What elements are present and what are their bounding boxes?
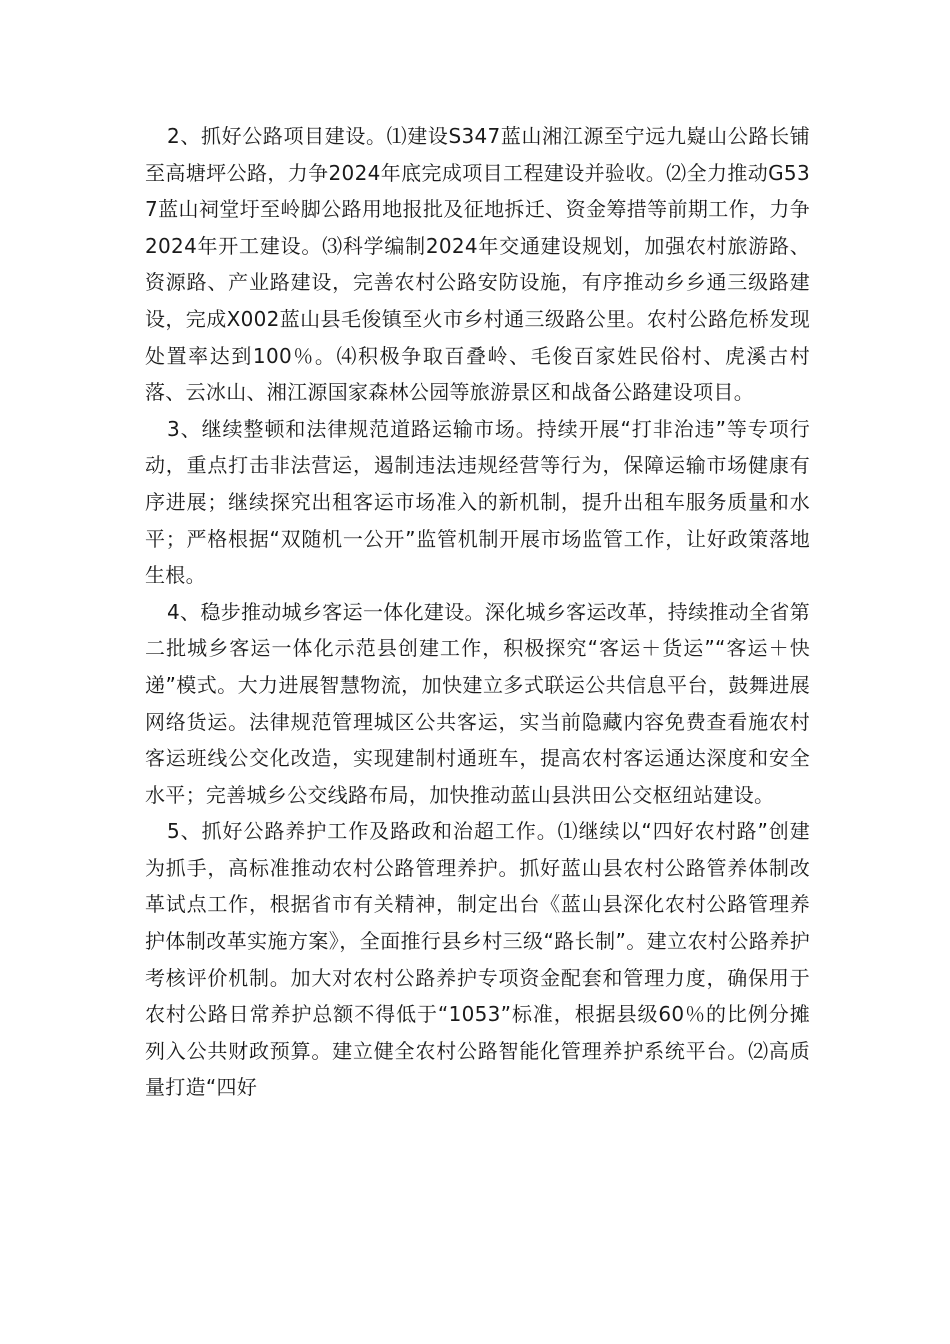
paragraph-passenger-transport: 4、稳步推动城乡客运一体化建设。深化城乡客运改革，持续推动全省第二批城乡客运一体化示范县创建工作，积极探究“客运＋货运”“客运＋快递”模式。大力进展智慧物流，加快建立多式联运公共信息平台，鼓舞进展网络货运。法律规范管理城区公共客运，实当前隐藏内容免费查看施农村客运班线公交化改造，实现建制村通班车，提高农村客运通达深度和安全水平；完善城乡公交线路布局，加快推动蓝山县洪田公交枢纽站建设。 bbox=[145, 599, 810, 807]
document-body bbox=[145, 118, 810, 1106]
paragraph-road-maintenance: 5、抓好公路养护工作及路政和治超工作。⑴继续以“四好农村路”创建为抓手，高标准推动农村公路管理养护。抓好蓝山县农村公路管养体制改革试点工作，根据省市有关精神，制定出台《蓝山县深化农村公路管理养护体制改革实施方案》，全面推行县乡村三级“路长制”。建立农村公路养护考核评价机制。加大对农村公路养护专项资金配套和管理力度，确保用于农村公路日常养护总额不得低于“1053”标准，根据县级60％的比例分摊列入公共财政预算。建立健全农村公路智能化管理养护系统平台。⑵高质量打造“四好 bbox=[145, 819, 810, 1100]
paragraph-road-projects: 2、抓好公路项目建设。⑴建设S347蓝山湘江源至宁远九嶷山公路长铺至高塘坪公路，力争2024年底完成项目工程建设并验收。⑵全力推动G537蓝山祠堂圩至岭脚公路用地报批及征地拆迁、资金筹措等前期工作，力争2024年开工建设。⑶科学编制2024年交通建设规划，加强农村旅游路、资源路、产业路建设，完善农村公路安防设施，有序推动乡乡通三级路建设，完成X002蓝山县毛俊镇至火市乡村通三级路公里。农村公路危桥发现处置率达到100％。⑷积极争取百叠岭、毛俊百家姓民俗村、虎溪古村落、云冰山、湘江源国家森林公园等旅游景区和战备公路建设项目。 bbox=[145, 124, 810, 405]
paragraph-transport-market: 3、继续整顿和法律规范道路运输市场。持续开展“打非治违”等专项行动，重点打击非法营运，遏制违法违规经营等行为，保障运输市场健康有序进展；继续探究出租客运市场准入的新机制，提升出租车服务质量和水平；严格根据“双随机一公开”监管机制开展市场监管工作，让好政策落地生根。 bbox=[145, 416, 810, 588]
